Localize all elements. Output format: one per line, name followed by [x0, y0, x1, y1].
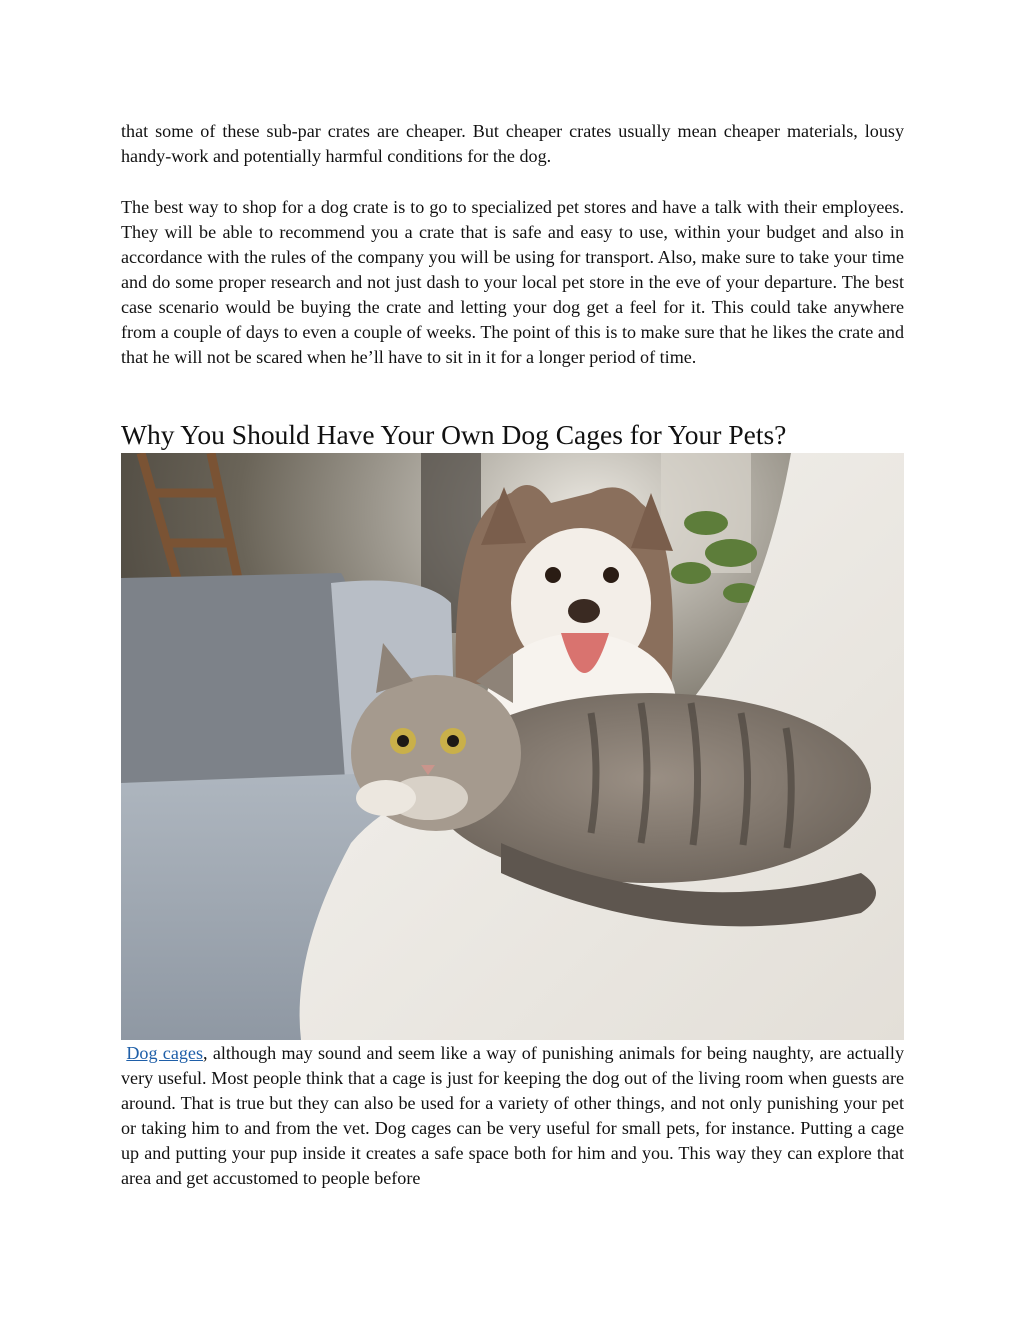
paragraph-crate-quality: that some of these sub-par crates are cheaper. But cheaper crates usually mean cheaper materials, lousy handy-work and potentially harmful conditions for the dog.	[121, 121, 904, 166]
paragraph-shopping-advice: The best way to shop for a dog crate is to go to specialized pet stores and have a talk with their employees. They will be able to recommend you a crate that is safe and easy to use, within your budget and also in accordance with the rules of the company you will be using for transport. Also, make sure to take your time and do some proper research and not just dash to your local pet store in the eve of your departure. The best case scenario would be buying the crate and letting your dog get a feel for it. This could take anywhere from a couple of days to even a couple of weeks. The point of this is to make sure that he likes the crate and that he will not be scared when he’ll have to sit in it for a longer period of time.	[121, 197, 904, 367]
dog-cages-link[interactable]: Dog cages	[126, 1043, 203, 1063]
paragraph-dog-cages	[121, 1041, 904, 1191]
dog-and-cat-photo	[121, 453, 904, 1040]
section-heading: Why You Should Have Your Own Dog Cages for Your Pets?	[121, 419, 787, 450]
dog-cages-body: , although may sound and seem like a way of punishing animals for being naughty, are actually very useful. Most people think that a cage is just for keeping the dog out of the living room when guests are around. That is true but they can also be used for a variety of other things, and not only punishing your pet or taking him to and from the vet. Dog cages can be very useful for small pets, for instance. Putting a cage up and putting your pup inside it creates a safe space both for him and you. This way they can explore that area and get accustomed to people before	[121, 1043, 904, 1188]
